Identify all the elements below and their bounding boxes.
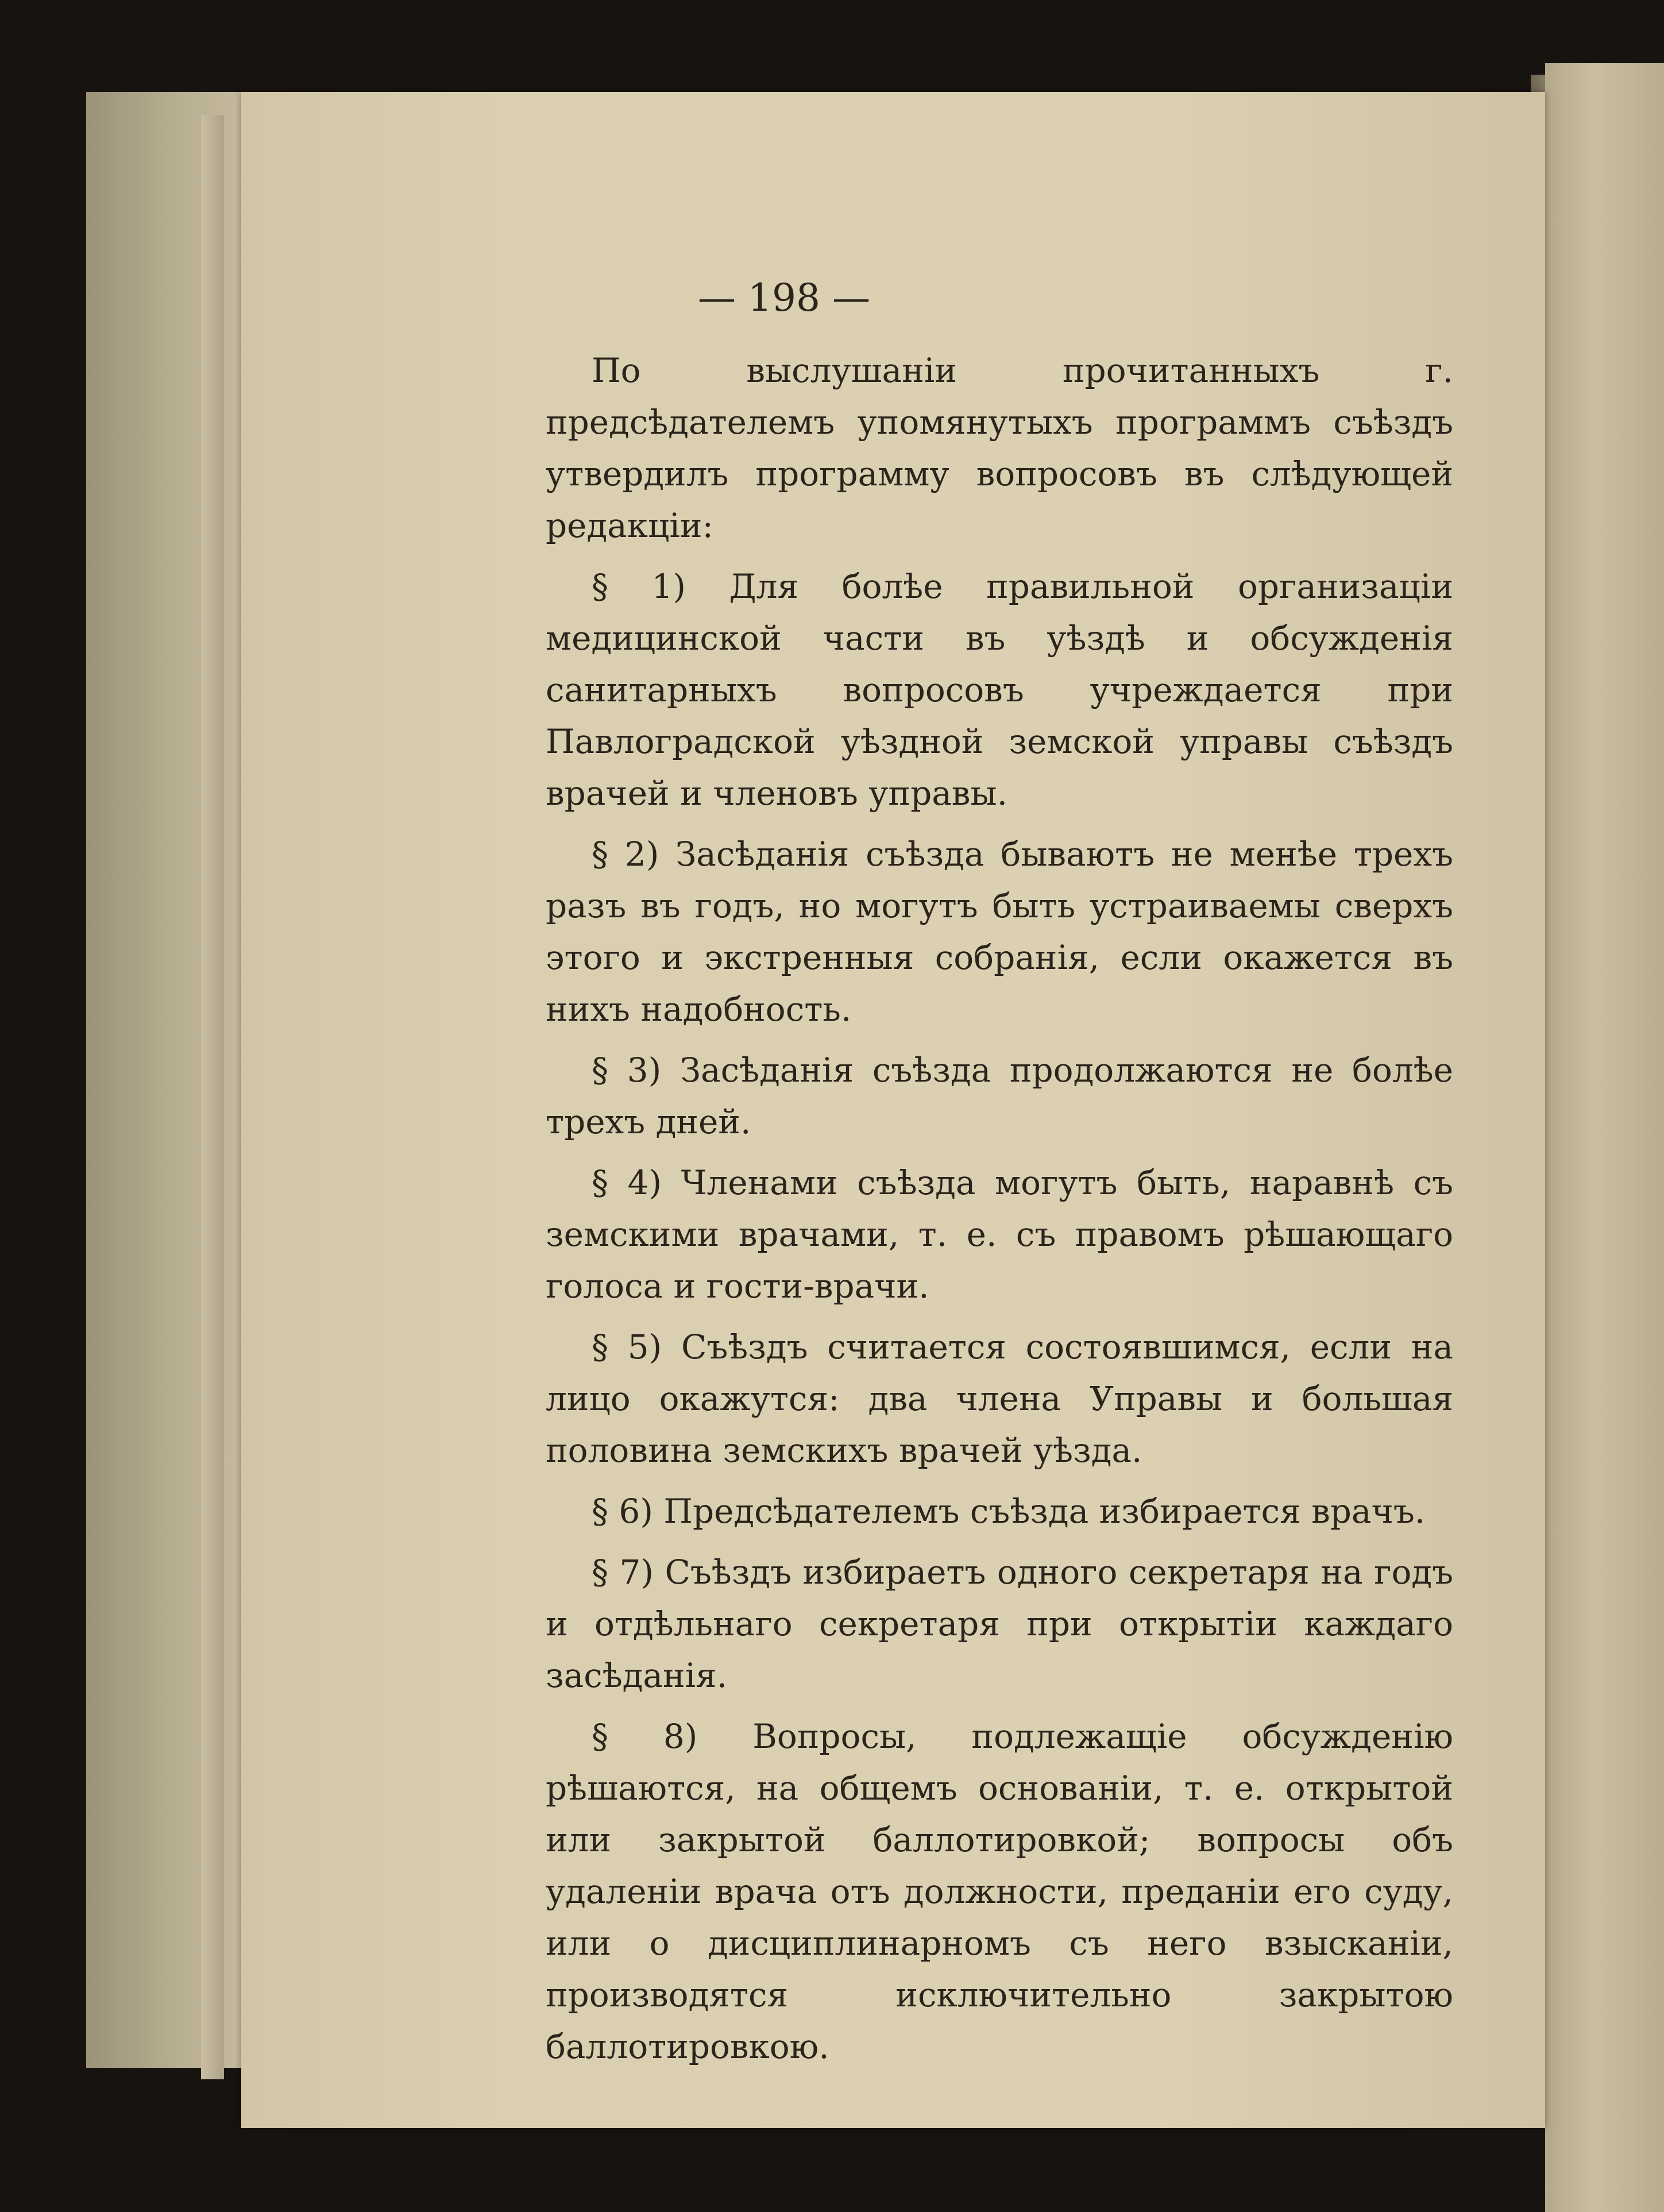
section-2: § 2) Засѣданія съѣзда бываютъ не менѣе трехъ разъ въ годъ, но могутъ быть устраиваемы сверхъ этого и экстренныя собранія, если окажется въ нихъ надобность. <box>546 835 1453 1029</box>
section-5: § 5) Съѣздъ считается состоявшимся, если на лицо окажутся: два члена Управы и большая половина земскихъ врачей уѣзда. <box>546 1327 1453 1470</box>
section-1: § 1) Для болѣе правильной организаціи медицинской части въ уѣздѣ и обсужденія санитарныхъ вопросовъ учреждается при Павлоградской уѣздной земской управы съѣздъ врачей и членовъ управы. <box>546 567 1453 813</box>
intro-paragraph: По выслушаніи прочитанныхъ г. предсѣдателемъ упомянутыхъ программъ съѣздъ утвердилъ программу вопросовъ въ слѣдующей редакціи: <box>546 351 1453 545</box>
section-8: § 8) Вопросы, подлежащіе обсужденію рѣшаются, на общемъ основаніи, т. е. открытой или закрытой баллотировкой; вопросы объ удаленіи врача отъ должности, преданіи его суду, или о дисциплинарномъ съ него взысканіи, производятся исключительно закрытою баллотировкою. <box>546 1717 1453 2066</box>
section-4: § 4) Членами съѣзда могутъ быть, наравнѣ съ земскими врачами, т. е. съ правомъ рѣшающаго голоса и гости-врачи. <box>546 1163 1453 1306</box>
facing-page <box>1545 63 1664 2212</box>
section-6: § 6) Предсѣдателемъ съѣзда избирается врачъ. <box>592 1492 1426 1531</box>
book-page <box>241 92 1545 2128</box>
section-3: § 3) Засѣданія съѣзда продолжаются не болѣе трехъ дней. <box>546 1051 1453 1141</box>
section-7: § 7) Съѣздъ избираетъ одного секретаря на годъ и отдѣльнаго секретаря при открытіи каждаго засѣданія. <box>546 1553 1453 1695</box>
book-page-stack <box>201 115 224 2079</box>
page-text <box>546 345 1453 2082</box>
book-left-edge <box>86 92 258 2068</box>
page-number: — 198 — <box>698 276 870 320</box>
